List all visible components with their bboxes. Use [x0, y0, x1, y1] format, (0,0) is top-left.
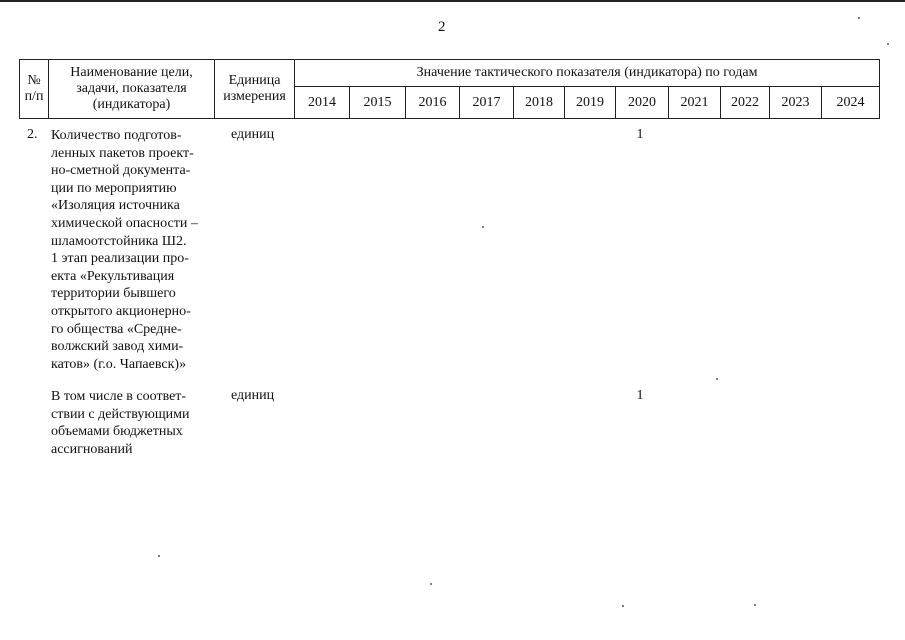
- name-line: ленных пакетов проект-: [51, 145, 194, 161]
- indicator-name: [51, 388, 211, 458]
- year-header: 2022: [721, 87, 770, 119]
- scan-speck: [622, 605, 624, 607]
- scan-speck: [858, 17, 860, 19]
- name-line: ствии с действующими: [51, 406, 190, 422]
- name-line: 1 этап реализации про-: [51, 251, 189, 267]
- name-line: объемами бюджетных: [51, 424, 183, 440]
- header-col-values: Значение тактического показателя (индикатора) по годам: [295, 60, 880, 87]
- indicator-value-2020: 1: [636, 127, 644, 142]
- year-header: 2016: [406, 87, 460, 119]
- scan-speck: [716, 378, 718, 380]
- indicator-unit: единиц: [231, 388, 275, 403]
- header-col-unit: Единица измерения: [215, 60, 295, 119]
- row-number: 2.: [27, 127, 38, 142]
- indicator-name: [51, 127, 211, 373]
- name-line: открытого акционерно-: [51, 303, 191, 319]
- header-col-number-line1: №: [27, 73, 41, 88]
- name-line: В том числе в соответ-: [51, 389, 187, 404]
- scan-speck: [754, 604, 756, 606]
- scan-speck: [887, 43, 889, 45]
- scan-speck: [430, 583, 432, 585]
- header-col-number-line2: п/п: [24, 89, 44, 104]
- header-col-number: [20, 60, 49, 119]
- year-header: 2023: [770, 87, 822, 119]
- name-line: катов» (г.о. Чапаевск)»: [51, 356, 187, 372]
- page-number: 2: [438, 19, 446, 35]
- name-line: но-сметной документа-: [51, 163, 191, 179]
- year-header: 2015: [350, 87, 406, 119]
- name-line: волжский завод хими-: [51, 339, 184, 355]
- scan-speck: [482, 226, 484, 228]
- year-header: 2017: [460, 87, 514, 119]
- indicator-table-header: [19, 59, 880, 119]
- name-line: екта «Рекультивация: [51, 268, 175, 284]
- name-line: ассигнований: [51, 441, 133, 457]
- year-header: 2018: [514, 87, 565, 119]
- name-line: ции по мероприятию: [51, 180, 177, 196]
- indicator-value-2020: 1: [636, 388, 644, 403]
- year-header: 2021: [669, 87, 721, 119]
- name-line: Количество подготов-: [51, 128, 182, 143]
- name-line: химической опасности –: [51, 215, 198, 231]
- name-line: го общества «Средне-: [51, 321, 182, 337]
- year-header: 2019: [565, 87, 616, 119]
- year-header: 2020: [616, 87, 669, 119]
- scan-speck: [158, 555, 160, 557]
- name-line: территории бывшего: [51, 286, 176, 302]
- header-col-name: Наименование цели, задачи, показателя (индикатора): [49, 60, 215, 119]
- name-line: шламоотстойника Ш2.: [51, 233, 187, 249]
- top-rule: [0, 0, 905, 2]
- year-header: 2014: [295, 87, 350, 119]
- year-header: 2024: [822, 87, 880, 119]
- name-line: «Изоляция источника: [51, 198, 180, 214]
- indicator-unit: единиц: [231, 127, 275, 142]
